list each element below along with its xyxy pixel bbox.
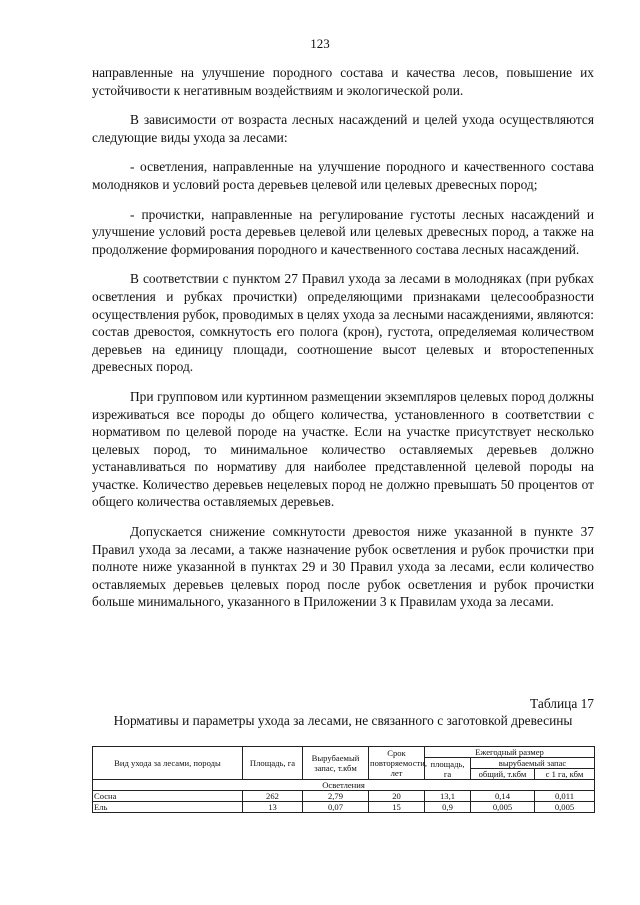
table-cell: 15 [369,802,425,813]
paragraph: направленные на улучшение породного состава и качества лесов, повышение их устойчивости к негативным воздействиям и экологической роли. [92,65,594,98]
section-label: Осветления [93,780,595,791]
table-cell: 0,005 [535,802,595,813]
header-annual-total: общий, т.кбм [471,769,535,780]
table-header-row [93,747,595,758]
table-section-row [93,780,595,791]
table-cell: Сосна [93,791,243,802]
table-cell: 262 [243,791,303,802]
table-cell: 13 [243,802,303,813]
norms-table [92,746,595,813]
table-cell: 0,14 [471,791,535,802]
list-item: - осветления, направленные на улучшение породного и качественного состава молодняков и условий роста деревьев целевой или целевых древесных пород; [92,159,594,192]
table-row [93,791,595,802]
table-cell: Ель [93,802,243,813]
table-cell: 0,9 [425,802,471,813]
header-annual: Ежегодный размер [425,747,595,758]
paragraph: При групповом или куртинном размещении экземпляров целевых пород должны изреживаться все породы до общего количества, установленного в соответствии с нормативом по целевой породе на участке. Если на участке присутствует несколько целевых пород, то минимальное количество оставляемых деревьев должно устанавливаться по нормативу для наиболее представленной целевой породы на участке. Количество деревьев нецелевых пород не должно превышать 50 процентов от общего количества оставляемых деревьев. [92,388,594,510]
body-text [92,64,594,623]
table-cell: 0,07 [303,802,369,813]
header-stock: Вырубаемый запас, т.кбм [303,747,369,780]
table-cell: 0,011 [535,791,595,802]
header-area: Площадь, га [243,747,303,780]
table-cell: 0,005 [471,802,535,813]
paragraph: В соответствии с пунктом 27 Правил ухода за лесами в молодняках (при рубках осветления и рубках прочистки) определяющими признаками целесообразности осуществления рубок, проводимых в целях ухода за лесными насаждениями, являются: состав древостоя, сомкнутость его полога (крон), густота, определяемая количеством деревьев на единицу площади, соотношение высот целевых и второстепенных древесных пород. [92,271,594,375]
table-row [93,802,595,813]
table-label: Таблица 17 [530,696,594,711]
header-annual-stock: вырубаемый запас [471,758,595,769]
header-annual-per-ha: с 1 га, кбм [535,769,595,780]
table-cell: 13,1 [425,791,471,802]
table-cell: 20 [369,791,425,802]
header-type: Вид ухода за лесами, породы [93,747,243,780]
header-period: Срок повторяемости, лет [370,748,428,778]
page-number: 123 [310,36,330,51]
list-item: - прочистки, направленные на регулирование густоты лесных насаждений и улучшение условий роста деревьев целевой или целевых древесных пород, а также на продолжение формирования породного и качественного состава лесных насаждений. [92,206,594,257]
table-title: Нормативы и параметры ухода за лесами, не связанного с заготовкой древесины [113,713,573,728]
table-cell: 2,79 [303,791,369,802]
paragraph: Допускается снижение сомкнутости древостоя ниже указанной в пункте 37 Правил ухода за лесами, а также назначение рубок осветления и рубок прочистки при полноте ниже указанной в пунктах 29 и 30 Правил ухода за лесами, если количество оставляемых деревьев целевых пород после рубок осветления и рубок прочистки больше минимального, указанного в Приложении 3 к Правилам ухода за лесами. [92,524,594,610]
header-annual-area: площадь, га [425,758,471,780]
paragraph: В зависимости от возраста лесных насаждений и целей ухода осуществляются следующие виды ухода за лесами: [92,112,594,145]
